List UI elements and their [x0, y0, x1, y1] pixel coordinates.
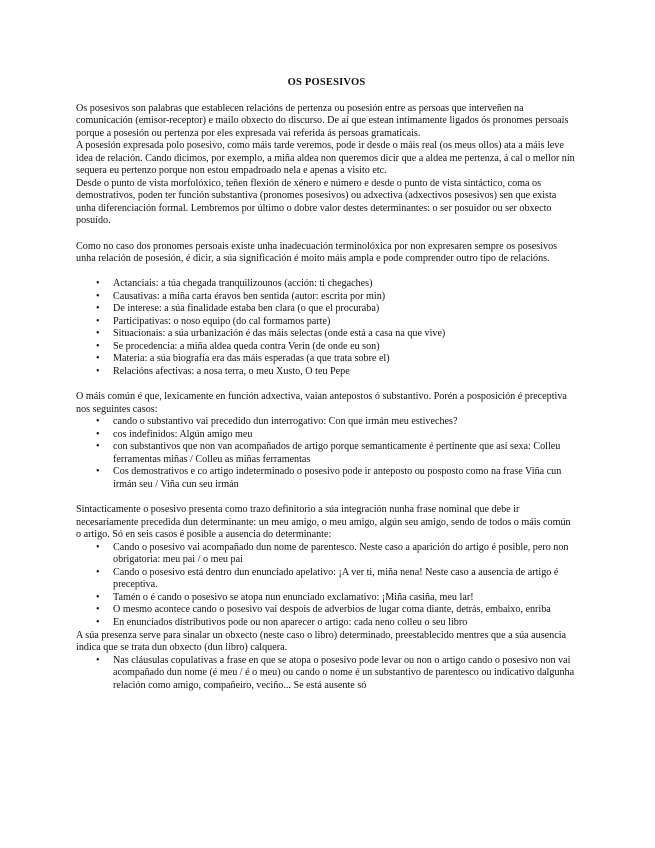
list-item: • Cando o posesivo vai acompañado dun nome de parentesco. Neste caso a aparición do artigo é posible, pero non obrigatoria: meu pai / o meu pai — [76, 542, 577, 567]
list-item: • Participativas: o noso equipo (do cal formamos parte) — [76, 316, 577, 329]
list-item: • En enunciados distributivos pode ou non aparecer o artigo: cada neno colleu o seu libro — [76, 617, 577, 630]
copulative-cases-list — [76, 655, 577, 693]
presence-paragraph: A súa presenza serve para sinalar un obxecto (neste caso o libro) determinado, preestablecido mentres que a súa ausencia indica que se trata dun obxecto (dun libro) calquera. — [76, 629, 567, 654]
paragraph-spacer — [76, 379, 577, 392]
list-item: • Causativas: a miña carta éravos ben sentida (autor: escrita por min) — [76, 291, 577, 304]
intro-paragraph-2: A posesión expresada polo posesivo, como máis tarde veremos, pode ir desde o máis real (os meus ollos) ata a máis leve idea de relación. Cando dicimos, por exemplo, a miña aldea non queremos dicir que a aldea me pertenza, á cal o mellor nin sequera eu pertenzo porque non estou empadroado nela e apenas a visito etc. — [76, 140, 575, 177]
list-item: • Situacionais: a súa urbanización é das máis selectas (onde está a casa na que vive) — [76, 328, 577, 341]
page-title: OS POSESIVOS — [287, 77, 366, 88]
list-item: • con substantivos que non van acompañados de artigo porque semanticamente é pertinente que así sexa: Colleu ferramentas miñas / Colleu as miñas ferramentas — [76, 441, 577, 466]
list-item: • Relacións afectivas: a nosa terra, o meu Xusto, O teu Pepe — [76, 366, 577, 379]
list-item: • Materia: a súa biografía era das máis esperadas (a que trata sobre el) — [76, 353, 577, 366]
absence-cases-list — [76, 542, 577, 630]
relations-list — [76, 278, 577, 378]
syntax-paragraph: Sintacticamente o posesivo presenta como trazo definitorio a súa integración nunha frase nominal que debe ir necesariamente precedida dun determinante: un meu amigo, o meu amigo, algún seu amigo, sendo de todos o máis común o artigo. Só en seis casos é posible a ausencia do determinante: — [76, 504, 571, 541]
list-item: • Cos demostrativos e co artigo indeterminado o posesivo pode ir anteposto ou posposto como na frase Viña cun irmán seu / Viña cun seu irmán — [76, 466, 577, 491]
intro-paragraph-1: Os posesivos son palabras que establecen relacións de pertenza ou posesión entre as persoas que interveñen na comunicación (emisor-receptor) e mailo obxecto do discurso. De aí que estean intimamente ligados ós pronomes persoais porque a posesión ou pertenza por eles expresada vai referida ás persoas gramaticais. — [76, 102, 569, 139]
list-item: • cando o substantivo vai precedido dun interrogativo: Con que irmán meu estiveches? — [76, 416, 577, 429]
list-item: • cos indefinidos: Algún amigo meu — [76, 429, 577, 442]
list-item: • O mesmo acontece cando o posesivo vai despois de adverbios de lugar coma diante, detrás, embaixo, enriba — [76, 604, 577, 617]
list-item: • Tamén o é cando o posesivo se atopa nun enunciado exclamativo: ¡Miña casiña, meu lar! — [76, 592, 577, 605]
list-item: • De interese: a súa finalidade estaba ben clara (o que el procuraba) — [76, 303, 577, 316]
position-cases-list — [76, 416, 577, 491]
list-item: • Cando o posesivo está dentro dun enunciado apelativo: ¡A ver ti, miña nena! Neste caso a ausencia de artigo é preceptiva. — [76, 567, 577, 592]
intro-paragraph-3: Desde o punto de vista morfolóxico, teñen flexión de xénero e número e desde o punto de vista sintáctico, coma os demostrativos, poden ter función substantiva (pronomes posesivos) ou adxectiva (adxectivos posesivos) sen que exista unha diferenciación formal. Lembremos por último o dobre valor destes determinantes: o ser posuidor ou ser obxecto posuído. — [76, 177, 557, 227]
list-item: • Nas cláusulas copulativas a frase en que se atopa o posesivo pode levar ou non o artigo cando o posesivo non vai acompañado dun nome (é meu / é o meu) ou cando o nome é un substantivo de parentesco ou indicativo dalgunha relación como amigo, compañeiro, veciño... Se está ausente só — [76, 655, 577, 693]
paragraph-spacer — [76, 492, 577, 505]
position-paragraph: O máis común é que, lexicamente en función adxectiva, vaian antepostos ó substantivo. Porén a posposición é preceptiva nos seguintes casos: — [76, 391, 567, 415]
paragraph-spacer — [76, 228, 577, 241]
list-item: • Se procedencia: a miña aldea queda contra Verín (de onde eu son) — [76, 341, 577, 354]
relations-paragraph: Como no caso dos pronomes persoais existe unha inadecuación terminolóxica por non expresaren sempre os posesivos unha relación de posesión, é dicir, a súa significación é moito máis ampla e pode comprender outro tipo de relacións. — [76, 240, 558, 265]
list-item: • Actanciais: a túa chegada tranquilizounos (acción: ti chegaches) — [76, 278, 577, 291]
